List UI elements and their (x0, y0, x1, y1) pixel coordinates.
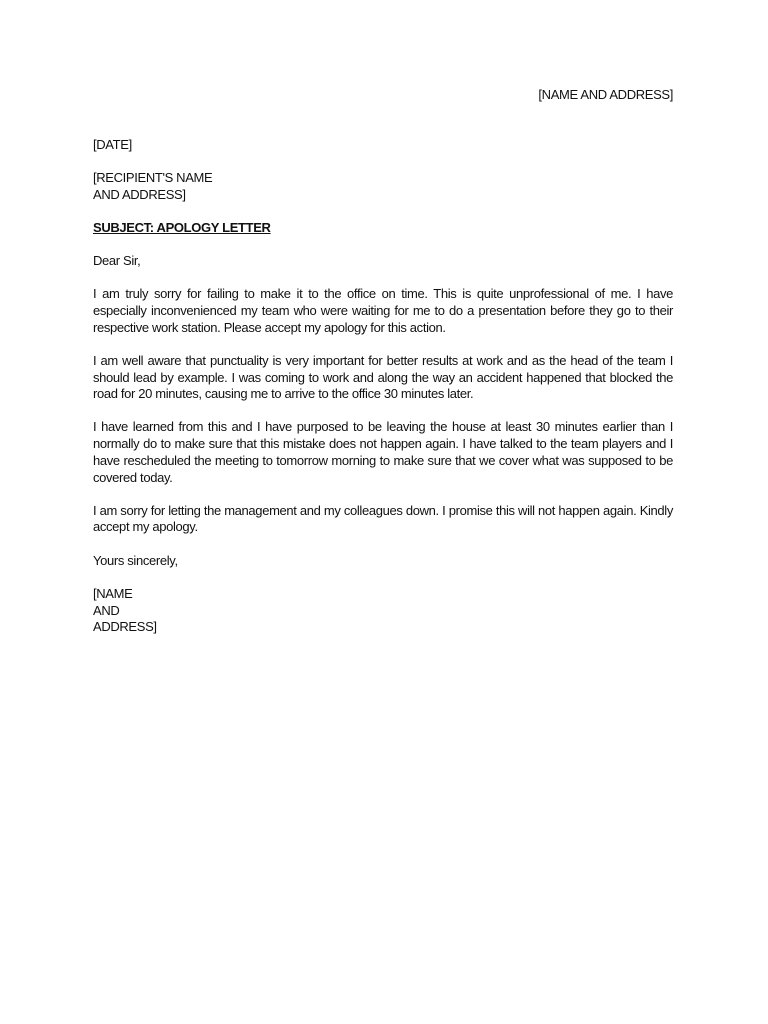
signature-line: [NAME (93, 585, 133, 601)
signature-line: AND (93, 602, 120, 618)
closing: Yours sincerely, (93, 552, 178, 568)
letter-date: [DATE] (93, 136, 132, 152)
paragraph: I am well aware that punctuality is very important for better results at work and as the head of the team I should lead by example. I was coming to work and along the way an accident happened that blocked the road for 20 minutes, causing me to arrive to the office 30 minutes later. (93, 352, 673, 402)
paragraph: I am truly sorry for failing to make it to the office on time. This is quite unprofessional of me. I have especially inconvenienced my team who were waiting for me to do a presentation before they go to their respective work station. Please accept my apology for this action. (93, 286, 673, 335)
recipient-line: [RECIPIENT'S NAME (93, 169, 213, 185)
salutation: Dear Sir, (93, 253, 141, 269)
paragraph: I have learned from this and I have purposed to be leaving the house at least 30 minutes earlier than I normally do to make sure that this mistake does not happen again. I have talked to the team players and I have rescheduled the meeting to tomorrow morning to make sure that we cover what was supposed to be covered today. (93, 419, 673, 485)
sender-address: [NAME AND ADDRESS] (538, 87, 673, 102)
letter-body (93, 87, 673, 636)
recipient-line: AND ADDRESS] (93, 186, 186, 202)
signature-line: ADDRESS] (93, 619, 157, 635)
recipient-address (93, 170, 673, 203)
subject-line: SUBJECT: APOLOGY LETTER (93, 219, 271, 235)
signature-block (93, 586, 673, 636)
paragraph: I am sorry for letting the management and my colleagues down. I promise this will not happen again. Kindly accept my apology. (93, 502, 673, 535)
